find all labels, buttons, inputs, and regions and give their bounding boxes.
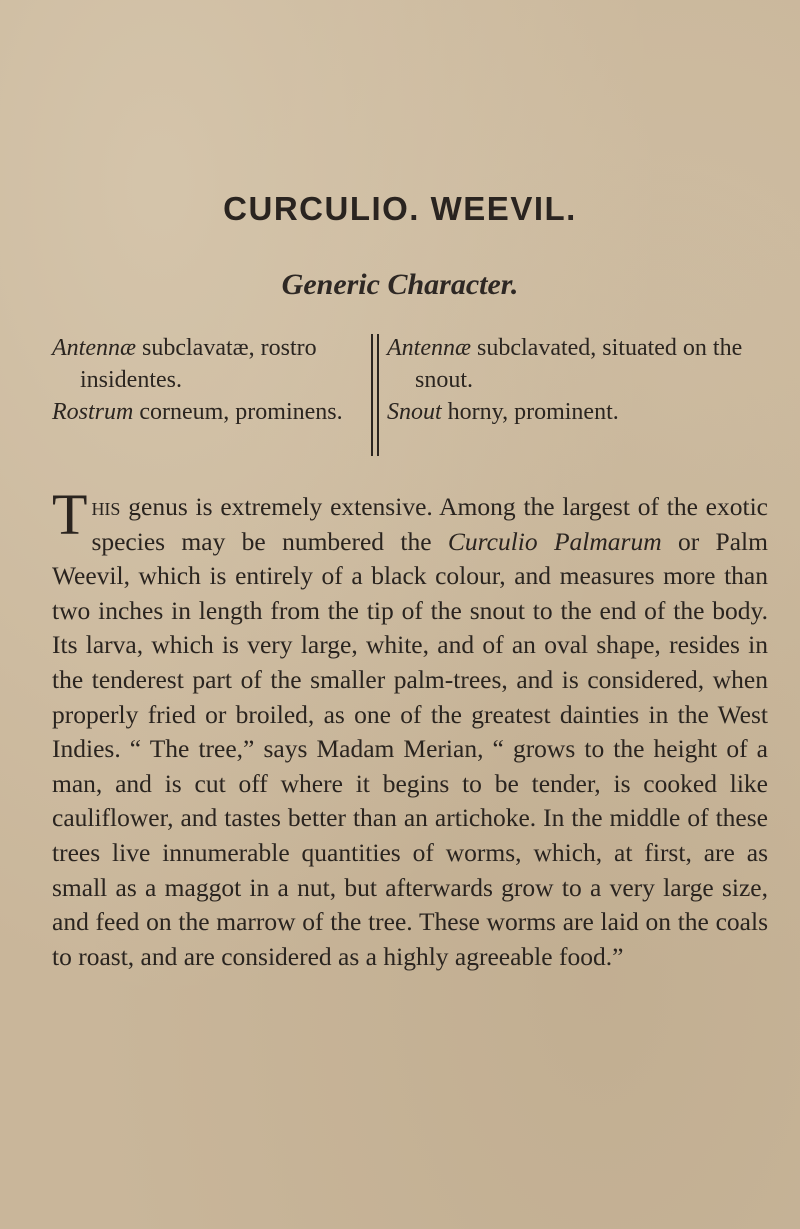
body-text-part-1: genus is extremely extensive. Among the largest of the exotic species may be numbered the (91, 492, 768, 556)
drop-cap: T (52, 482, 88, 547)
body-paragraph (52, 482, 768, 974)
english-snout-entry (387, 396, 762, 428)
english-antennae-text: subclavated, situated on the snout. (415, 335, 743, 393)
page-title: CURCULIO. WEEVIL. (223, 190, 577, 227)
opening-small-caps: his (91, 492, 121, 521)
species-name: Curculio Palmarum (447, 526, 662, 556)
english-antennae-term: Antennæ (387, 335, 471, 361)
english-antennae-entry (387, 332, 762, 396)
latin-rostrum-text: corneum, prominens. (133, 399, 343, 425)
latin-antennae-term: Antennæ (52, 335, 136, 361)
latin-antennae-text: subclavatæ, rostro insidentes. (80, 335, 317, 393)
latin-character-column (52, 332, 374, 428)
english-character-column (387, 332, 762, 428)
latin-antennae-entry (52, 332, 374, 396)
body-text-part-2: or Palm Weevil, which is entirely of a black colour, and measures more than two inches in length from the tip of the snout to the end of the body. Its larva, which is very large, white, and of an oval shape, resides in the tenderest part of the smaller palm-trees, and is considered, when properly fried or broiled, as one of the greatest dainties in the West Indies. “ The tree,” says Madam Merian, “ grows to the height of a man, and is cut off where it begins to be tender, is cooked like cauliflower, and tastes better than an artichoke. In the middle of these trees live innumerable quantities of worms, which, at first, are as small as a maggot in a nut, but afterwards grow to a very large size, and feed on the marrow of the tree. These worms are laid on the coals to roast, and are considered as a highly agreeable food.” (52, 526, 768, 971)
english-snout-term: Snout (387, 399, 442, 425)
generic-character-table (52, 332, 762, 460)
english-snout-text: horny, prominent. (441, 399, 619, 425)
page-subtitle: Generic Character. (281, 268, 519, 301)
column-divider-rule (377, 334, 379, 456)
column-divider-rule (371, 334, 373, 456)
latin-rostrum-term: Rostrum (52, 399, 134, 425)
latin-rostrum-entry (52, 396, 374, 428)
